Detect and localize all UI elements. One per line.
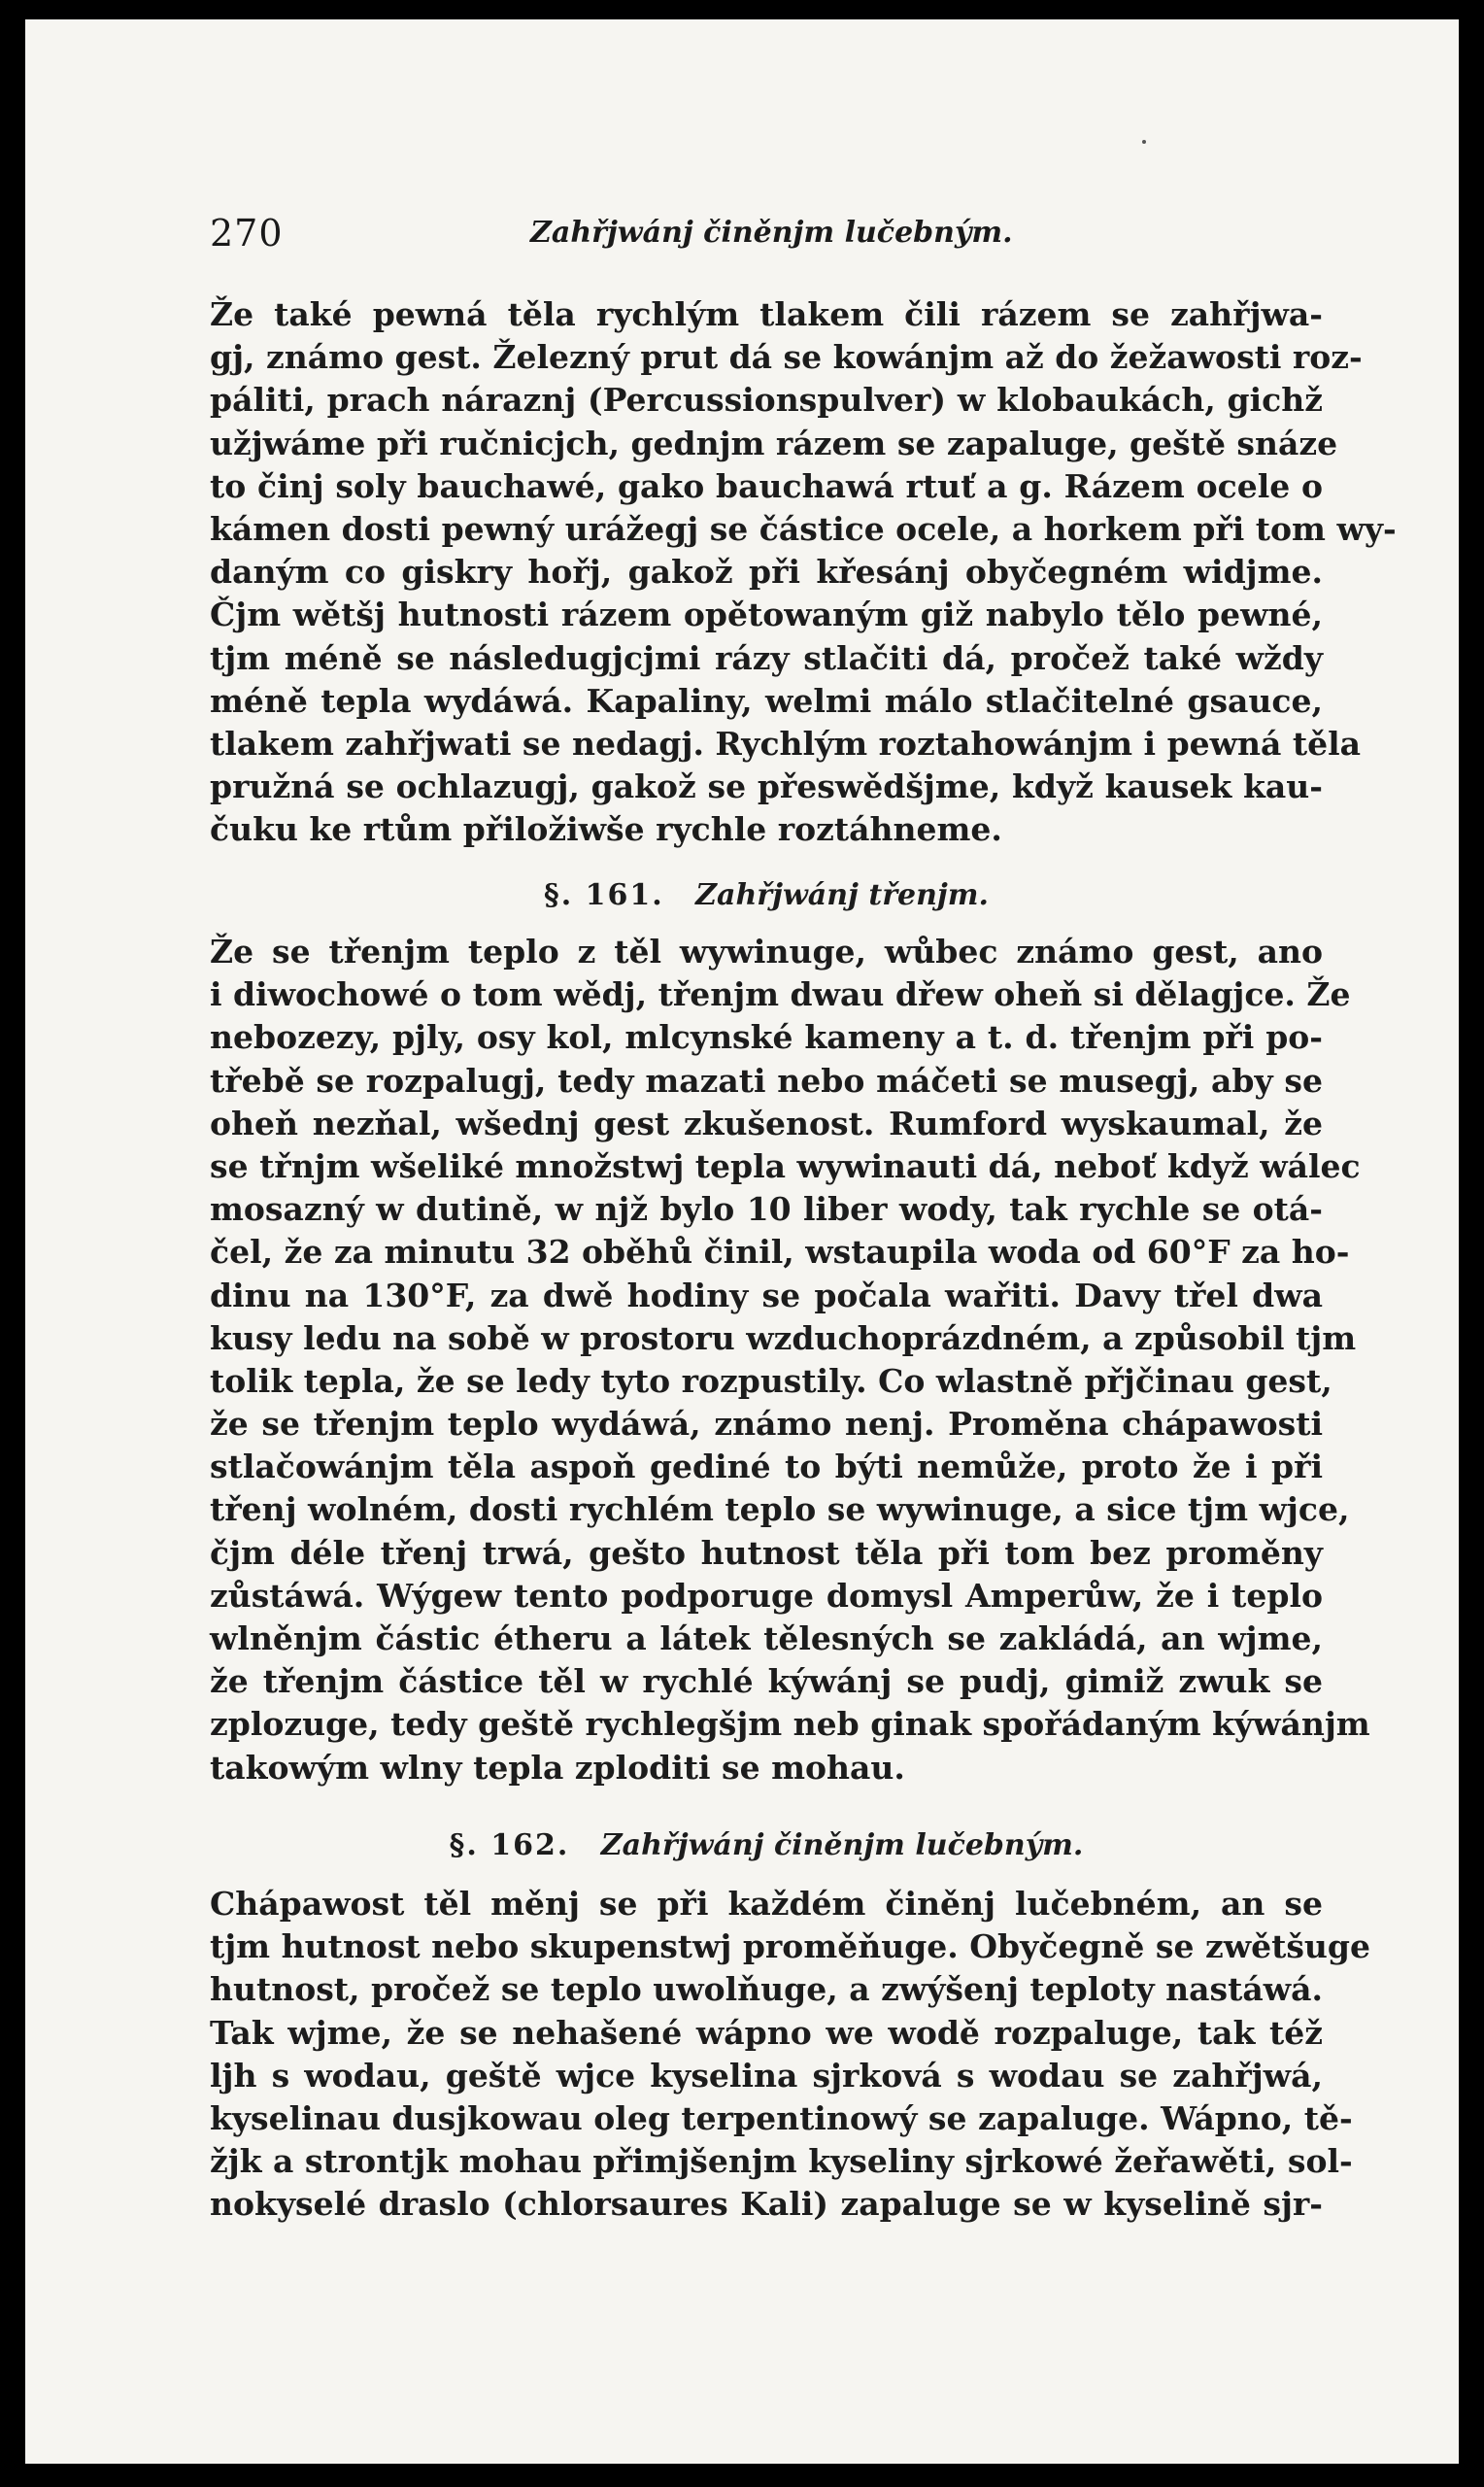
- text-line: Tak wjme, že se nehašené wápno we wodě rozpaluge, tak též: [210, 2013, 1323, 2052]
- text-line: tolik tepla, že se ledy tyto rozpustily. Co wlastně přjčinau gest,: [210, 1361, 1332, 1400]
- text-line: užjwáme při ručnicjch, gednjm rázem se zapaluge, geště snáze: [210, 424, 1338, 462]
- paragraph-chemical: [210, 1883, 1370, 2227]
- text-line: čel, že za minutu 32 oběhů činil, wstaupila woda od 60°F za ho-: [210, 1233, 1350, 1272]
- section-heading-161: [210, 878, 1323, 912]
- text-line: stlačowánjm těla aspoň gediné to býti nemůže, proto že i při: [210, 1448, 1323, 1486]
- text-line: mosazný w dutině, w njž bylo 10 liber wody, tak rychle se otá-: [210, 1190, 1323, 1229]
- text-line: třebě se rozpalugj, tedy mazati nebo máčeti se musegj, aby se: [210, 1061, 1323, 1100]
- section-heading-162: [210, 1828, 1323, 1862]
- text-line: čuku ke rtům přiložiwše rychle roztáhneme.: [210, 810, 1002, 849]
- text-line: páliti, prach náraznj (Percussionspulver) w klobaukách, gichž: [210, 381, 1323, 420]
- text-line: čjm déle třenj trwá, gešto hutnost těla při tom bez proměny: [210, 1533, 1323, 1572]
- text-line: nokyselé draslo (chlorsaures Kali) zapaluge se w kyselině sjr-: [210, 2185, 1323, 2224]
- text-line: méně tepla wydáwá. Kapaliny, welmi málo stlačitelné gsauce,: [210, 681, 1323, 720]
- text-line: tlakem zahřjwati se nedagj. Rychlým roztahowánjm i pewná těla: [210, 724, 1362, 763]
- text-line: i diwochowé o tom wědj, třenjm dwau dřew oheň si dělagjce. Že: [210, 975, 1351, 1014]
- text-line: že se třenjm teplo wydáwá, známo nenj. Proměna chápawosti: [210, 1405, 1323, 1444]
- section-number: §. 161.: [544, 878, 664, 912]
- book-page: [25, 19, 1459, 2464]
- running-head: [210, 212, 1327, 260]
- text-line: kusy ledu na sobě w prostoru wzduchoprázdném, a způsobil tjm: [210, 1318, 1357, 1357]
- text-line: to činj soly bauchawé, gako bauchawá rtuť a g. Rázem ocele o: [210, 466, 1323, 505]
- speck-mark: [1142, 140, 1146, 144]
- text-line: dinu na 130°F, za dwě hodiny se počala wařiti. Davy třel dwa: [210, 1276, 1323, 1314]
- text-line: wlněnjm částic étheru a látek tělesných se zakládá, an wjme,: [210, 1619, 1323, 1657]
- text-line: nebozezy, pjly, osy kol, mlcynské kameny a t. d. třenjm při po-: [210, 1018, 1323, 1057]
- text-line: hutnost, pročež se teplo uwolňuge, a zwýšenj teploty nastáwá.: [210, 1970, 1324, 2009]
- text-line: kámen dosti pewný urážegj se částice ocele, a horkem při tom wy-: [210, 509, 1397, 548]
- text-line: Chápawost těl měnj se při každém činěnj lučebném, an se: [210, 1885, 1323, 1923]
- text-line: kyselinau dusjkowau oleg terpentinowý se zapaluge. Wápno, tě-: [210, 2098, 1353, 2137]
- paragraph-friction-pressure: [210, 293, 1397, 851]
- text-line: daným co giskry hořj, gakož při křesánj obyčegném widjme.: [210, 553, 1323, 592]
- text-line: tjm méně se následugjcjmi rázy stlačiti dá, pročež také wždy: [210, 638, 1323, 677]
- text-line: Čjm wětšj hutnosti rázem opětowaným giž nabylo tělo pewné,: [210, 596, 1323, 634]
- page-number: 270: [210, 212, 284, 255]
- running-title: Zahřjwánj činěnjm lučebným.: [530, 216, 1013, 250]
- text-line: se třnjm wšeliké množstwj tepla wywinauti dá, neboť když wálec: [210, 1146, 1361, 1185]
- text-line: Že se třenjm teplo z těl wywinuge, wůbec známo gest, ano: [210, 933, 1323, 971]
- section-number: §. 162.: [449, 1828, 570, 1862]
- section-title: Zahřjwánj třenjm.: [695, 878, 989, 912]
- text-line: zplozuge, tedy geště rychlegšjm neb ginak spořádaným kýwánjm: [210, 1705, 1370, 1744]
- text-line: gj, známo gest. Železný prut dá se kowánjm až do žežawosti roz-: [210, 338, 1363, 377]
- section-title: Zahřjwánj činěnjm lučebným.: [600, 1828, 1084, 1862]
- text-line: ljh s wodau, geště wjce kyselina sjrková s wodau se zahřjwá,: [210, 2056, 1323, 2095]
- text-line: oheň nezňal, wšednj gest zkušenost. Rumford wyskaumal, že: [210, 1104, 1323, 1142]
- text-line: Že také pewná těla rychlým tlakem čili rázem se zahřjwa-: [210, 295, 1323, 333]
- text-line: takowým wlny tepla zploditi se mohau.: [210, 1748, 905, 1787]
- text-line: zůstáwá. Wýgew tento podporuge domysl Amperůw, že i teplo: [210, 1576, 1323, 1615]
- text-line: třenj wolném, dosti rychlém teplo se wywinuge, a sice tjm wjce,: [210, 1490, 1350, 1529]
- paragraph-friction: [210, 931, 1370, 1789]
- text-line: žjk a strontjk mohau přimjšenjm kyseliny sjrkowé žeřawěti, sol-: [210, 2142, 1353, 2181]
- text-line: pružná se ochlazugj, gakož se přeswědšjme, když kausek kau-: [210, 767, 1323, 806]
- text-line: tjm hutnost nebo skupenstwj proměňuge. Obyčegně se zwětšuge: [210, 1927, 1370, 1966]
- text-line: že třenjm částice těl w rychlé kýwánj se pudj, gimiž zwuk se: [210, 1662, 1323, 1701]
